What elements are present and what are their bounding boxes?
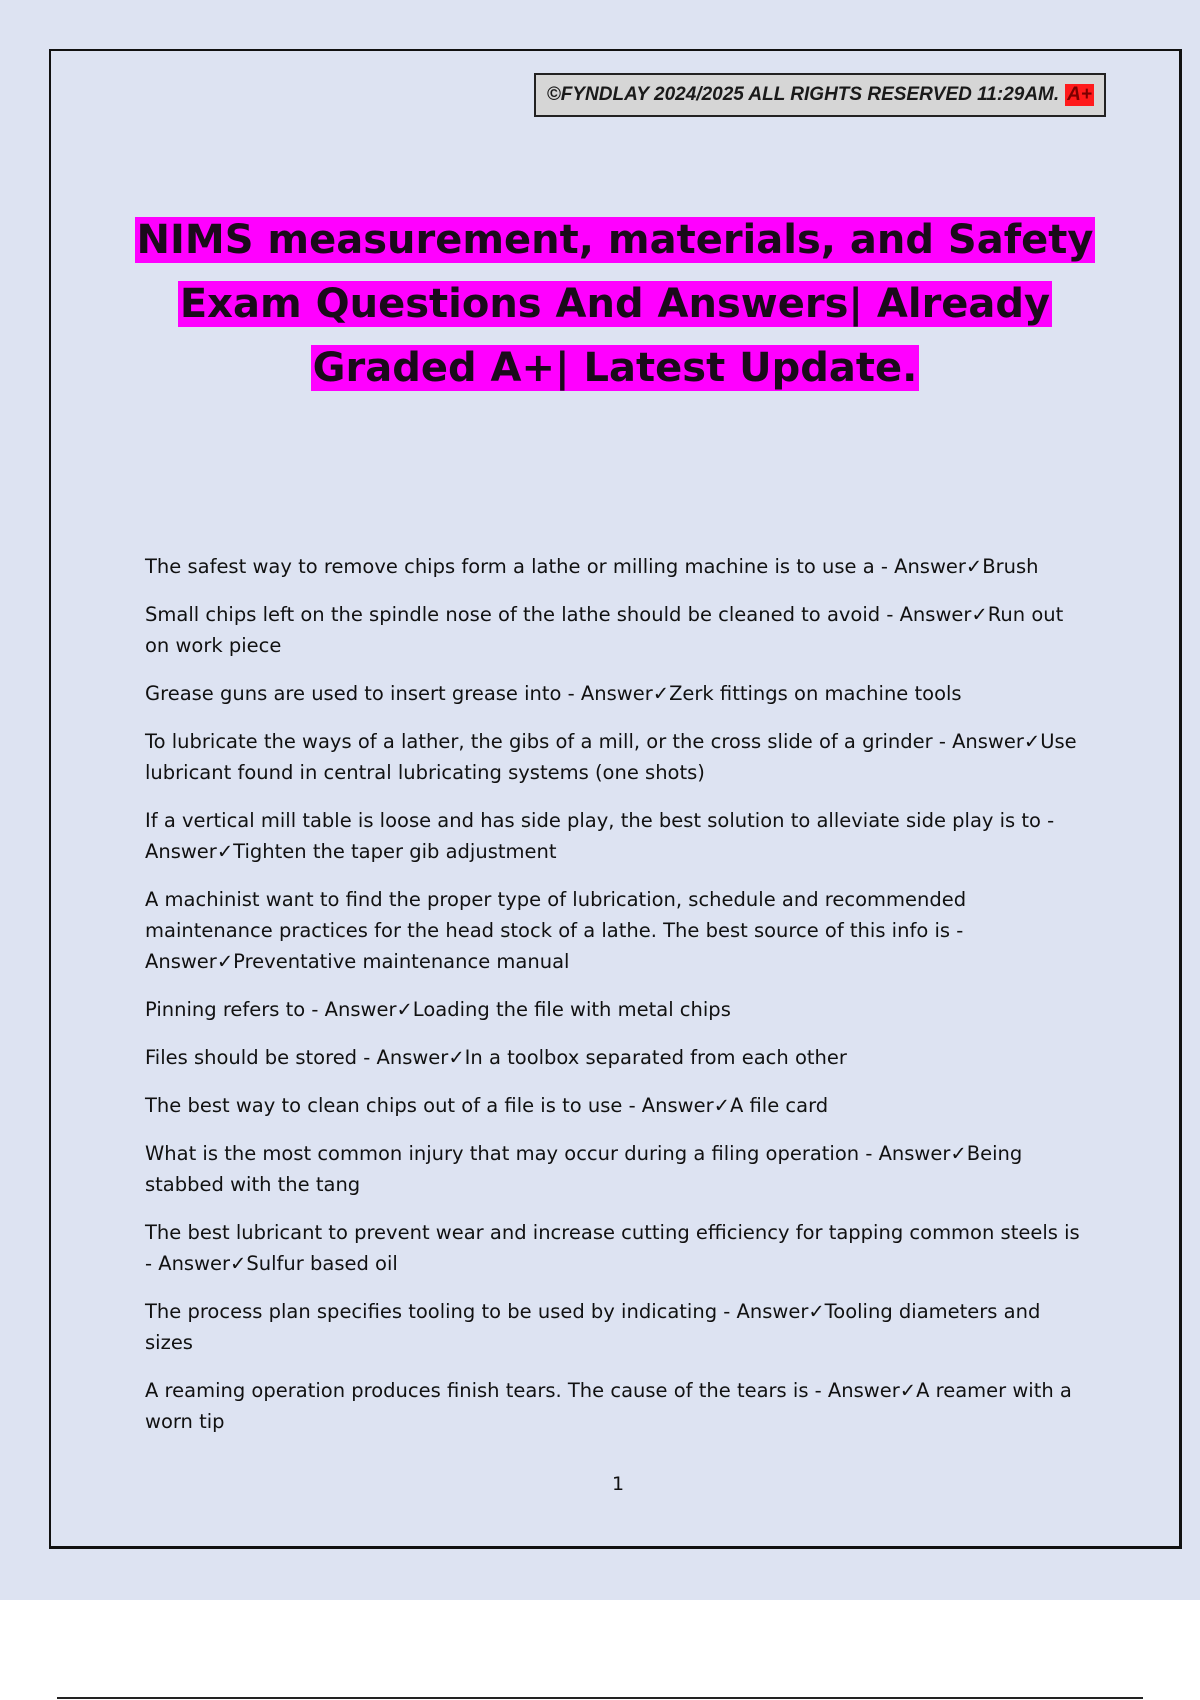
qa-item: Small chips left on the spindle nose of the lathe should be cleaned to avoid - Answer✓Run out on work piece [145,603,1064,657]
qa-item: A machinist want to find the proper type of lubrication, schedule and recommended maintenance practices for the head stock of a lathe. The best source of this info is - Answer✓Preventative maintenance manual [145,888,967,973]
qa-item: The safest way to remove chips form a lathe or milling machine is to use a - Answer✓Brush [145,555,1039,578]
page-number: 1 [611,1473,625,1495]
copyright-banner [534,73,1106,117]
next-page-top-rule [57,1697,1143,1699]
question-answer-list [145,551,1090,1454]
qa-item: Grease guns are used to insert grease into - Answer✓Zerk fittings on machine tools [145,682,962,705]
qa-item: To lubricate the ways of a lather, the gibs of a mill, or the cross slide of a grinder - Answer✓Use lubricant found in central lubricating systems (one shots) [145,730,1077,784]
qa-item: The best way to clean chips out of a file is to use - Answer✓A file card [145,1094,829,1117]
copyright-text: ©FYNDLAY 2024/2025 ALL RIGHTS RESERVED 11:29AM. [546,84,1060,105]
title-line: Graded A+| Latest Update. [312,345,918,391]
title-line: NIMS measurement, materials, and Safety [136,217,1094,263]
qa-item: The best lubricant to prevent wear and increase cutting efficiency for tapping common steels is - Answer✓Sulfur based oil [145,1221,1080,1275]
qa-item: A reaming operation produces finish tears. The cause of the tears is - Answer✓A reamer with a worn tip [145,1379,1072,1433]
title-line: Exam Questions And Answers| Already [179,281,1051,327]
qa-item: What is the most common injury that may occur during a filing operation - Answer✓Being stabbed with the tang [145,1142,1023,1196]
qa-item: If a vertical mill table is loose and has side play, the best solution to alleviate side play is to - Answer✓Tighten the taper gib adjustment [145,809,1055,863]
grade-badge: A+ [1067,84,1092,105]
qa-item: Files should be stored - Answer✓In a toolbox separated from each other [145,1046,847,1069]
qa-item: Pinning refers to - Answer✓Loading the file with metal chips [145,998,731,1021]
qa-item: The process plan specifies tooling to be used by indicating - Answer✓Tooling diameters and sizes [145,1300,1041,1354]
document-title [120,208,1110,400]
